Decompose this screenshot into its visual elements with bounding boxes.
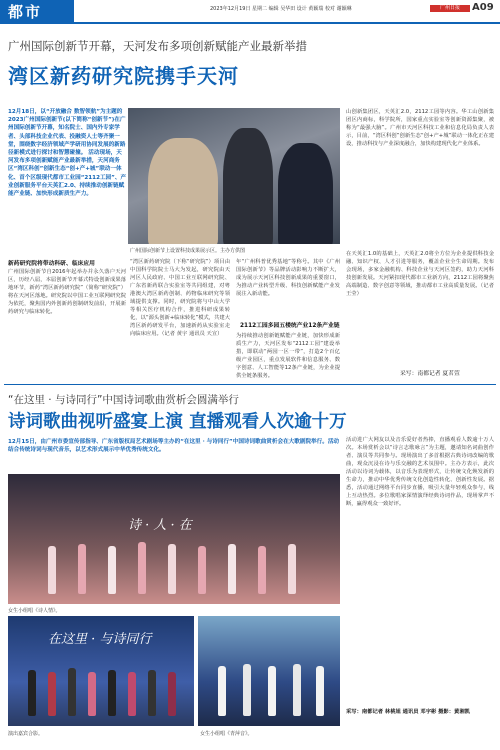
performer [88, 672, 96, 716]
performer [168, 672, 176, 716]
story1-photo-caption: 广州国际创新节上设置科技成果展示区。主办方供图 [130, 248, 246, 254]
story2-headline: 诗词歌曲视听盛宴上演 直播观看人次逾十万 [8, 412, 347, 432]
story1-photo [128, 108, 340, 244]
story1-column-5: 山创新集团区，天英汇2.0，2112工园等内容。华工山创新集团区内商标，科学院所，国家重点实验室等创新资源集聚，被称为“最强大脑”。广州市天河区科技工业和信息化局负责人表示，目前，“湾区科创”创新生态“创+产+城”联动一体化正在建设，推动科技与产业深度融合，加快构建现代化产业体系。 [346, 109, 494, 147]
story2-subtitle: “在这里 · 与诗同行”中国诗词歌曲赏析会圆满举行 [8, 394, 239, 406]
story1-col-subhead-2: 2112工园多园五楼统产业12条产业链 [240, 323, 340, 329]
performer [198, 546, 206, 594]
photo-figure-right [278, 143, 333, 244]
photo-figure-left [148, 138, 218, 244]
page-number: A09 [472, 2, 494, 13]
performer [128, 672, 136, 716]
performer [48, 672, 56, 716]
performer [218, 666, 226, 716]
story1-column-2: “湾区新药研究院（下称“研究院”）项目由中国科学院院士马大为发起，研究院由天河区人民政府、中国工业互联网研究院、广东省新药联合实验室等共同组建，对粤港澳大湾区新药创制、药物临床研究等领域提供支撑。同时，研究院将与中山大学等相关医疗机构合作，推进科研成果转化，以“源头创新+临床转化”模式，共建大湾区新药研发平台，加速新药从实验室走向临床应用。（记者 黄宇 通讯员 天宣） [130, 259, 230, 337]
masthead-rule [74, 22, 500, 24]
performer [78, 544, 86, 594]
stage-caption-2: 演出嘉宾合影。 [8, 731, 44, 737]
masthead [0, 0, 500, 24]
issue-meta: 2023年12月19日 星期二 编辑 吴华田 设计 黄颖瑞 校对 谢颖琳 [210, 6, 352, 12]
story1-column-4: 为持续推动创新链赋能产业链，加快形成新质生产力，天河区发布“2112工园”建设举措，即联动“两园一区一带”，打造2个百亿级产业园区，重点发展软件和信息服务、数字创意、人工智能等12条产业链，为企业提供全链条服务。 [236, 333, 340, 378]
stage-caption-3: 女生小组唱《青萍音》。 [200, 731, 253, 737]
performer [293, 664, 301, 716]
performer [288, 544, 296, 594]
story1-column-3: 年“广州科普优秀基地”等称号。其中《广州国际创新节》等品牌活动影响力不断扩大，成为展示天河区科技创新成果的重要窗口，为推动产业转型升级、科技创新赋能产业发展注入新动能。 [236, 259, 340, 297]
story1-byline: 采写：南都记者 夏茗萱 [400, 371, 460, 377]
performer [28, 670, 36, 716]
performer [316, 666, 324, 716]
performer [138, 542, 146, 594]
story1-lead-text-b: 活动现场，天河发布多项创新赋能产业最新举措，天河商务区“湾区科创”创新生态“创+产+城”联动一体化、首个区级现代都市工业园“2112工园”、产业创新服务平台天英汇2.0、持续推动创新链赋能产业链、加快形成新质生产力。 [8, 150, 126, 198]
story1-headline: 湾区新药研究院携手天河 [8, 64, 239, 88]
performer [243, 664, 251, 716]
paper-badge: 广州日报 [430, 5, 470, 12]
story-divider [4, 384, 496, 385]
stage-photo-3 [198, 616, 340, 726]
story1-lead-text: 12月18日，以“开放融合 数智领航”为主题的2023广州国际创新节(以下简称“创新节”)在广州国际创新节开幕，知名院士、国内外专家学者、头部科技企业代表、投融资人士等齐聚一堂，围绕数字经济领域产学研用协同发展的新路径新模式进行探讨和智慧碰撞。 [8, 109, 126, 157]
stage-backdrop-text-2: 在这里 · 与诗同行 [48, 632, 152, 647]
story1-lead [8, 108, 126, 248]
stage-backdrop-text-1: 诗 · 人 · 在 [128, 518, 192, 533]
story1-column-1: 广州国际创新节自2016年起举办并永久落户天河区，历经八届，本届创新节开幕式特设创新成果落地环节，新药“湾区新药研究院”（简称“研究院”）将在天河区落地。研究院以中国工业互联网研究院为依托，聚焦国内外创新药创制研发前沿，开展新药研究与临床转化。 [8, 269, 126, 315]
section-title: 都市 [0, 0, 74, 24]
stage-photo-1 [8, 474, 340, 604]
performer [108, 546, 116, 594]
story1-col-subhead-1: 新药研究院将带动科研、临床应用 [8, 261, 95, 267]
story2-right-column: 活动进广大网友以及音乐爱好者热捧，直播观看人数逾十万人次。本场赏析会以“诗言志歌咏言”为主题，邀请知名词曲创作者、演员等共同参与。现场演出了多首根据古典诗词改编的歌曲，观众沉浸在诗与乐交融的艺术氛围中。主办方表示，此次活动以诗词为载体，以音乐为表现形式，让传统文化焕发新的生命力，推动中华优秀传统文化创造性转化、创新性发展。据悉，活动通过网络平台同步直播，吸引大量年轻观众参与，线上互动热烈。多位歌唱家深情演绎经典诗词作品，现场掌声不断，赢得观众一致好评。 [346, 437, 494, 507]
performer [258, 546, 266, 594]
photo-figure-mid [223, 128, 273, 244]
stage-photo-2 [8, 616, 194, 726]
stage-caption-1: 女生小组唱《诗人情》。 [8, 608, 61, 614]
performer [68, 668, 76, 716]
story1-column-6: 在天英汇1.0的基础上，天英汇2.0将全方位为企业提供科技金融、知识产权、人才引进等服务，覆盖企业全生命周期。发布会现场，多家金融机构、科技企业与天河区签约，助力天河科技创新发展。天河紧扣现代都市工业新方向，2112工园将聚焦高端制造、数字创意等领域，推动都市工业高质量发展。（记者 王莹） [346, 251, 494, 297]
performer [48, 546, 56, 594]
performer [268, 666, 276, 716]
story1-subtitle: 广州国际创新节开幕，天河发布多项创新赋能产业最新举措 [8, 39, 307, 53]
story2-byline: 采写：南都记者 林桃姐 通讯员 邓宇彬 摄影：黄湘凯 [346, 709, 470, 715]
performer [168, 544, 176, 594]
performer [228, 544, 236, 594]
story2-lead: 12月15日，由广州市委宣传部指导、广东省版权局艺术剧场等主办的“在这里 · 与诗同行”中国诗词歌曲赏析会在大歌剧院举行。活动结合传统诗词与现代音乐，以艺术形式展示中华优秀传统文化。 [8, 439, 340, 453]
performer [108, 670, 116, 716]
performer [148, 670, 156, 716]
